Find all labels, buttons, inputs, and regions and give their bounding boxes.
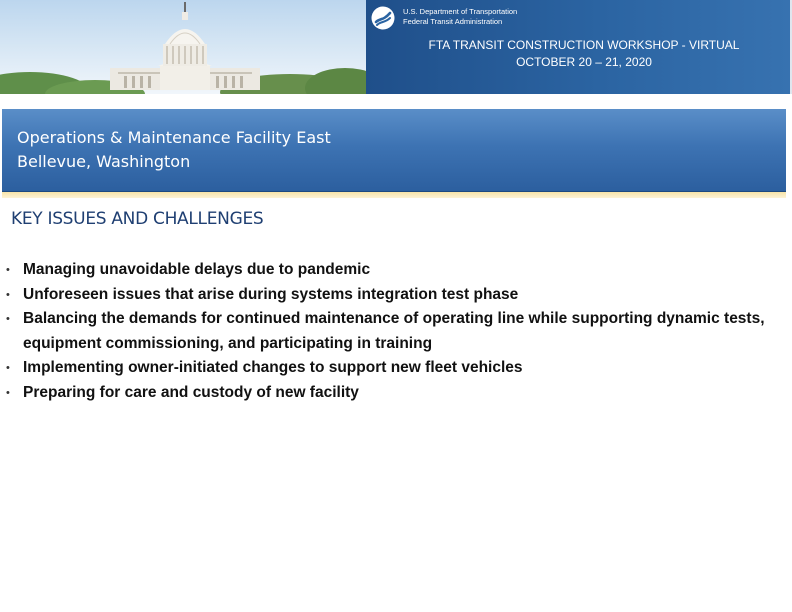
list-item-text: Preparing for care and custody of new facility — [23, 383, 359, 401]
section-heading — [11, 208, 263, 230]
accent-rule — [2, 192, 786, 198]
list-item — [6, 307, 776, 356]
list-item — [6, 381, 776, 406]
bullet-icon: • — [6, 264, 10, 276]
list-item — [6, 356, 776, 381]
section-heading-text: KEY ISSUES AND CHALLENGES — [11, 209, 264, 229]
list-item-text: Implementing owner-initiated changes to support new fleet vehicles — [23, 359, 523, 376]
list-item-text: Balancing the demands for continued maintenance of operating line while supporting dynamic tests, equipment commissioning, and participating in training — [23, 310, 765, 352]
capitol-photo — [0, 0, 366, 94]
event-dates: OCTOBER 20 – 21, 2020 — [516, 55, 652, 69]
bullet-icon: • — [6, 288, 10, 301]
list-item-text: Unforeseen issues that arise during systems integration test phase — [23, 285, 519, 303]
capitol-building-illustration — [0, 0, 366, 94]
agency-line-2: Federal Transit Administration — [403, 17, 503, 26]
list-item — [6, 258, 776, 283]
slide-title-bar — [2, 109, 786, 192]
dot-logo-icon — [371, 6, 395, 30]
slide-title-line-2: Bellevue, Washington — [17, 152, 191, 171]
key-issues-list — [6, 258, 776, 405]
bullet-icon: • — [6, 386, 10, 399]
agency-line-1: U.S. Department of Transportation — [403, 7, 518, 16]
bullet-icon: • — [6, 313, 10, 325]
list-item — [6, 283, 776, 308]
agency-name — [403, 7, 517, 27]
slide-title-line-1: Operations & Maintenance Facility East — [17, 128, 331, 147]
event-title — [376, 37, 792, 71]
list-item-text: Managing unavoidable delays due to pandemic — [23, 261, 371, 278]
header-banner — [0, 0, 792, 94]
event-title-line-1: FTA TRANSIT CONSTRUCTION WORKSHOP - VIRTUAL — [428, 38, 740, 52]
bullet-icon: • — [6, 362, 10, 374]
